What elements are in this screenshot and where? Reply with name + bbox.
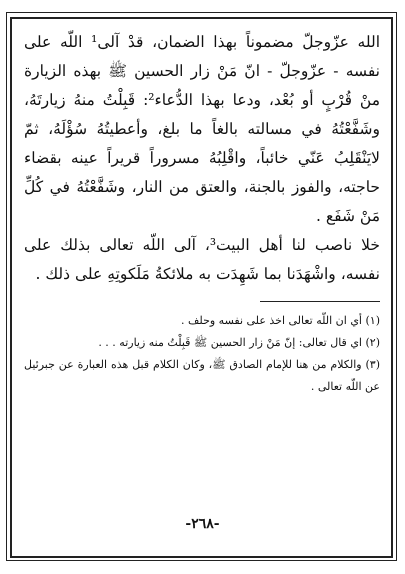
footnote-separator	[260, 301, 380, 302]
page-number: -٢٦٨-	[185, 516, 220, 532]
footnotes	[24, 310, 380, 398]
footnote: (٢) اي قال تعالى: إنّ مَنْ زار الحسين ﷺ قَبِلْتُ منه زيارته . . .	[98, 336, 380, 349]
footnote: (٣) والكلام من هنا للإمام الصادق ﷺ، وكان الكلام قبل هذه العبارة عن جبرئيل عن اللّه تعالى .	[24, 358, 380, 393]
paragraph: الله عزّوجلّ مضموناً بهذا الضمان، قدْ آلى¹ اللّه على نفسه - عزّوجلّ - انّ مَنْ زار الحسين ﷺ بهذه الزيارة منْ قُرْبٍ أو بُعْد، ودعا بهذا الدُّعاء²: قَبِلْتُ منهُ زيارتَهُ، وشَفَّعْتُهُ في مسالته بالغاً ما بلغ، وأعطيتُهُ سُؤْلَهُ، ثمّ لايَنْقَلِبُ عَنّي خائباً، واقْلِبُهُ مسروراً قريراً عينه بقضاء حاجته، والفوز بالجنة، والعتق من النار، وشَفَّعْتُهُ في كُلِّ مَنْ شَفَع .	[24, 33, 381, 225]
page-content	[24, 28, 380, 398]
paragraph: خلا ناصب لنا أهل البيت³، آلى اللّه تعالى بذلك على نفسه، واشْهَدَنا بما شَهِدَت به ملائكةُ مَلَكوتِهِ على ذلك .	[24, 236, 381, 283]
footnote: (١) أي ان اللّه تعالى اخذ على نفسه وحلف .	[181, 314, 380, 327]
main-text	[24, 28, 380, 289]
